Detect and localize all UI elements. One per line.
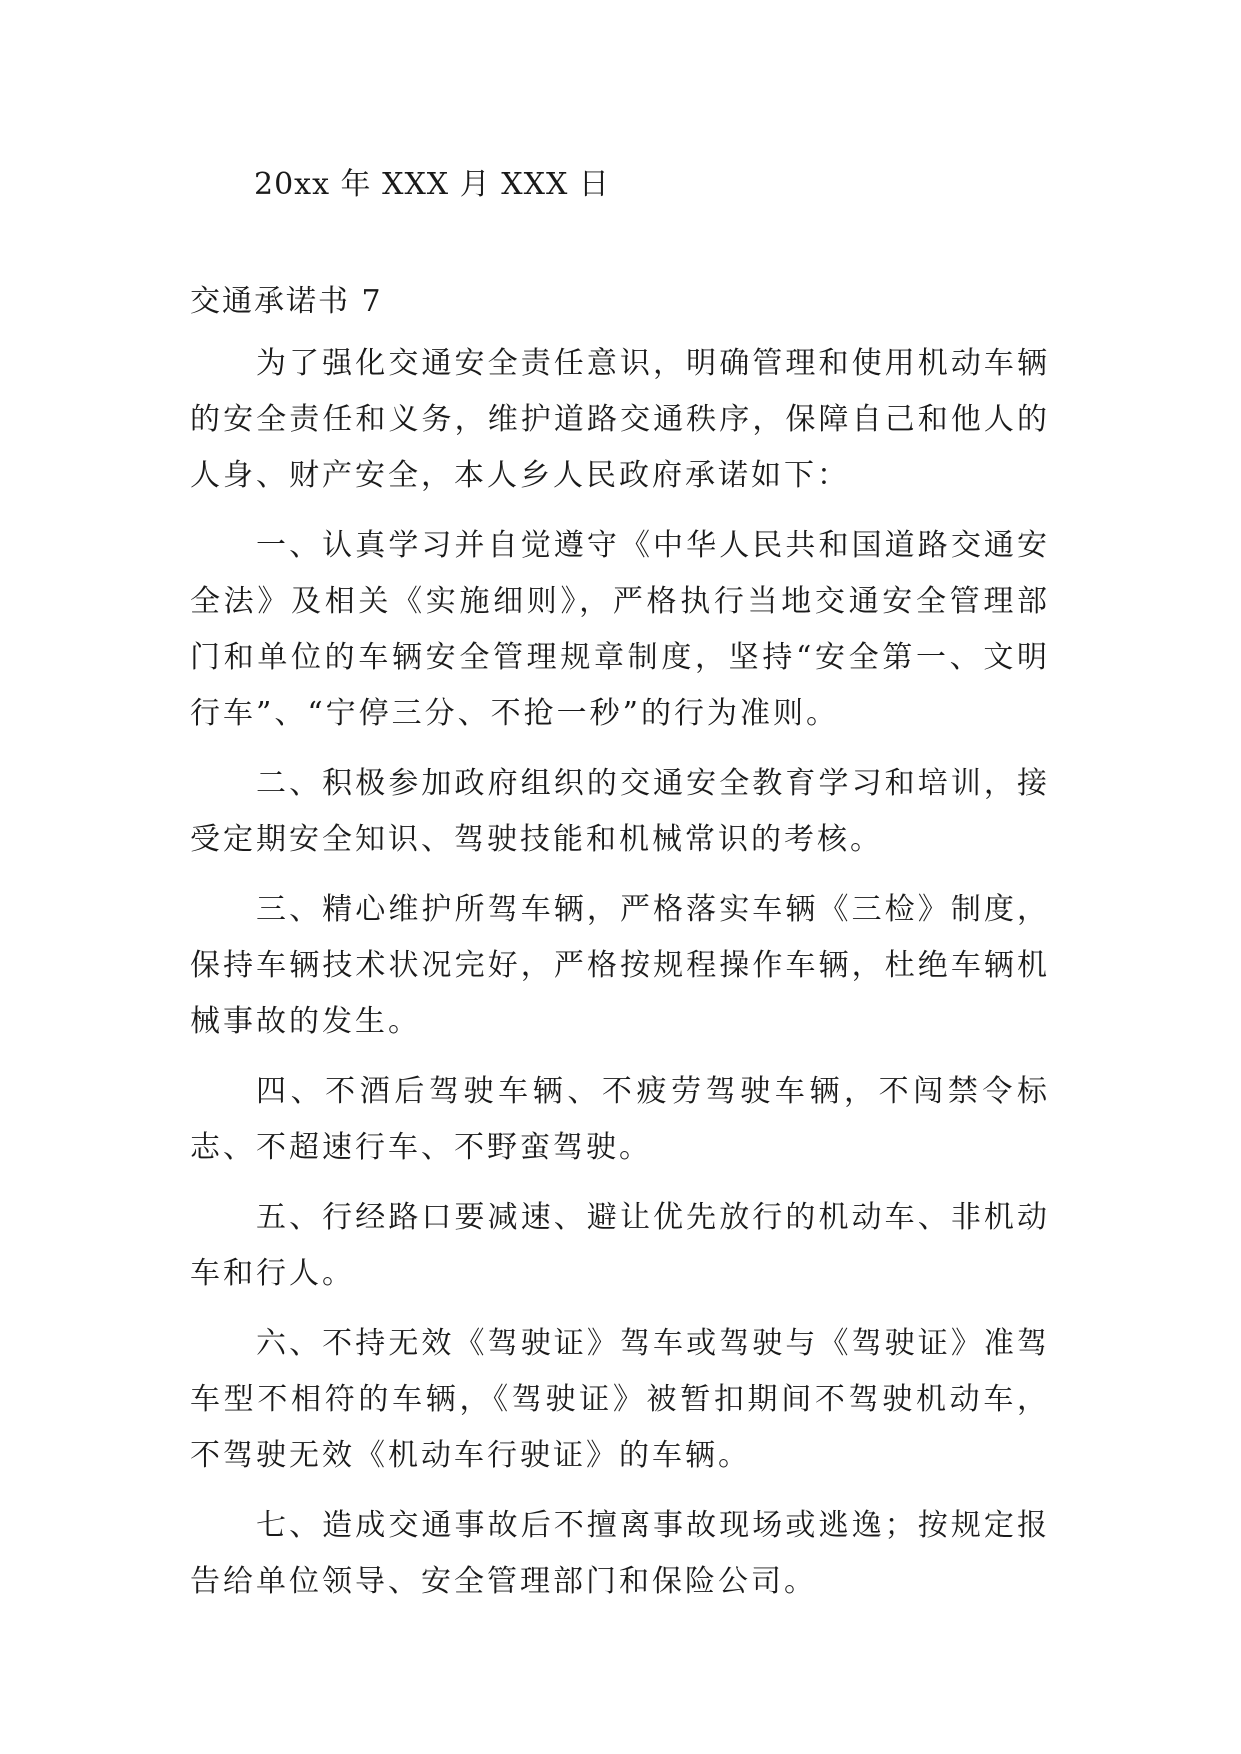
commitment-item-5: 五、行经路口要减速、避让优先放行的机动车、非机动车和行人。 <box>190 1200 1050 1291</box>
commitment-item-3: 三、精心维护所驾车辆，严格落实车辆《三检》制度，保持车辆技术状况完好，严格按规程操作车辆，杜绝车辆机械事故的发生。 <box>190 892 1050 1039</box>
document-title: 交通承诺书 7 <box>190 284 383 319</box>
document-body <box>190 336 1050 1624</box>
commitment-item-2: 二、积极参加政府组织的交通安全教育学习和培训，接受定期安全知识、驾驶技能和机械常识的考核。 <box>190 766 1050 857</box>
date-line: 20xx 年 XXX 月 XXX 日 <box>254 167 610 202</box>
commitment-item-6: 六、不持无效《驾驶证》驾车或驾驶与《驾驶证》准驾车型不相符的车辆，《驾驶证》被暂扣期间不驾驶机动车，不驾驶无效《机动车行驶证》的车辆。 <box>190 1326 1050 1473</box>
intro-paragraph: 为了强化交通安全责任意识，明确管理和使用机动车辆的安全责任和义务，维护道路交通秩序，保障自己和他人的人身、财产安全，本人乡人民政府承诺如下： <box>190 346 1050 493</box>
commitment-item-1: 一、认真学习并自觉遵守《中华人民共和国道路交通安全法》及相关《实施细则》，严格执行当地交通安全管理部门和单位的车辆安全管理规章制度，坚持“安全第一、文明行车”、“宁停三分、不抢一秒”的行为准则。 <box>190 528 1050 731</box>
commitment-item-7: 七、造成交通事故后不擅离事故现场或逃逸；按规定报告给单位领导、安全管理部门和保险公司。 <box>190 1508 1050 1599</box>
commitment-item-4: 四、不酒后驾驶车辆、不疲劳驾驶车辆，不闯禁令标志、不超速行车、不野蛮驾驶。 <box>190 1074 1050 1165</box>
